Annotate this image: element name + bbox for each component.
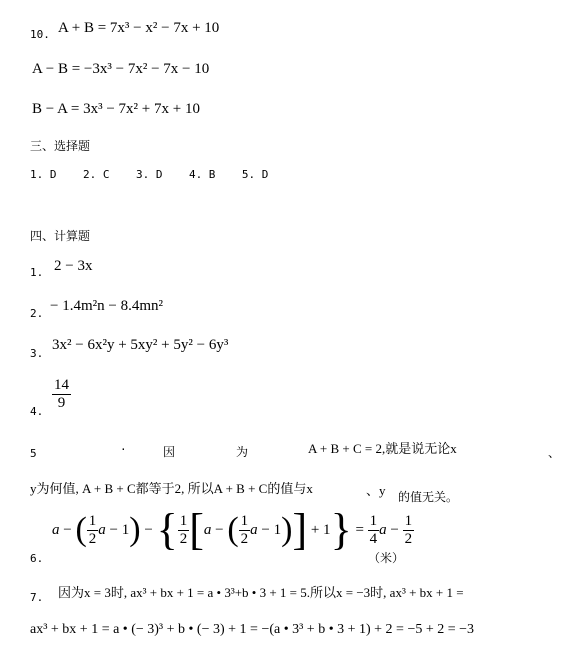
item-10-equation-3: B − A = 3x³ − 7x² + 7x + 10: [32, 101, 200, 117]
q5-conclusion: y为何值, A + B + C都等于2, 所以A + B + C的值与x: [30, 481, 313, 496]
q4-fraction: [52, 378, 71, 411]
q7-line-2: ax³ + bx + 1 = a • (− 3)³ + b • (− 3) + 1 = −(a • 3³ + b • 3 + 1) + 2 = −5 + 2 = −3: [30, 622, 475, 637]
q5-word-wei: 为: [236, 445, 249, 459]
item-10-number: 10.: [30, 28, 50, 41]
q7-number: 7.: [30, 591, 44, 604]
q5-conclusion-end: 的值无关。: [398, 490, 459, 504]
q2-number: 2.: [30, 307, 44, 320]
q4-numerator: 14: [54, 377, 69, 393]
item-10-equation-1: A + B = 7x³ − x² − 7x + 10: [58, 20, 220, 36]
section-3-answers: 1. D 2. C 3. D 4. B 5. D: [30, 168, 269, 181]
q4-answer: [52, 378, 71, 411]
q3-answer: 3x² − 6x²y + 5xy² + 5y² − 6y³: [52, 337, 229, 353]
q5-conclusion-y: 、y: [366, 483, 386, 498]
q5-dot: .: [120, 440, 127, 453]
q5-statement: A + B + C = 2,就是说无论x: [308, 441, 457, 456]
q4-number: 4.: [30, 405, 44, 418]
q1-answer: 2 − 3x: [54, 258, 93, 274]
q1-number: 1.: [30, 266, 44, 279]
q7-line-1: 因为x = 3时, ax³ + bx + 1 = a • 3³+b • 3 + 1 = 5.所以x = −3时, ax³ + bx + 1 =: [58, 585, 464, 600]
q3-number: 3.: [30, 347, 44, 360]
q5-word-yin: 因: [163, 445, 176, 459]
section-4-heading: 四、计算题: [30, 229, 91, 243]
q5-separator: 、: [548, 446, 561, 460]
q6-equation: a − ( $\frac{1}{2}$ a − 1 ) − { $\frac{1}{2}$ [ a − ( $\frac{1}{2}$ a − 1 ) ] + 1 } = $\frac{1}{4}$ a − $\frac{1}{2}$: [52, 505, 413, 554]
q2-answer: − 1.4m²n − 8.4mn²: [50, 298, 163, 314]
item-10-equation-2: A − B = −3x³ − 7x² − 7x − 10: [32, 61, 210, 77]
q6-unit: （米）: [368, 551, 405, 565]
q6-number: 6.: [30, 552, 44, 565]
q4-denominator: 9: [57, 395, 66, 411]
section-3-heading: 三、选择题: [30, 139, 91, 153]
q5-number: 5: [30, 447, 37, 460]
